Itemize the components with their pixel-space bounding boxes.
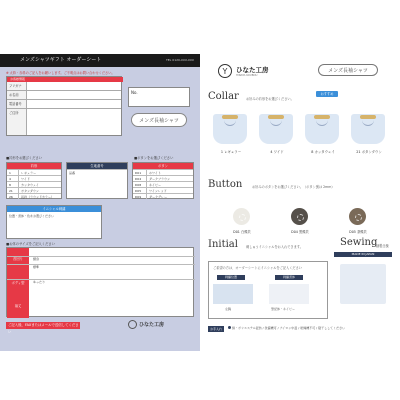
size-row[interactable]: 標準 <box>7 264 195 269</box>
care-label: お手入れ <box>209 327 222 331</box>
size-grid <box>6 247 194 317</box>
sewing-detail-box <box>334 252 392 320</box>
initial-position-tag: 刺繍位置 <box>217 275 245 280</box>
order-sheet-note: ※ 太枠・赤枠のご記入をお願いします。ご不明点はお問い合わせください。 <box>6 71 115 75</box>
collar-option-regular[interactable]: 1 レギュラー <box>209 114 253 162</box>
button-table <box>132 162 194 199</box>
initial-sample-box <box>208 261 328 319</box>
button-title: Button <box>208 179 243 190</box>
collar-button-down-icon <box>351 114 385 144</box>
button-option-brown-shell[interactable]: D05 茶蝶貝 <box>338 208 378 238</box>
care-text: 綿・ポリエステル混紡 / 洗濯機可 / アイロン中温 / 乾燥機不可 / 陰干ししてください <box>232 326 346 330</box>
collar-recommend-tag: おすすめ <box>316 91 338 97</box>
collar-table <box>6 162 62 199</box>
initial-font-caption: 筆記体・ネイビー <box>271 307 295 311</box>
size-row[interactable]: 細身 <box>7 256 195 261</box>
order-sheet-meta: TEL 0120-XXX-XXX <box>165 58 194 62</box>
collar-cutaway-icon <box>305 114 339 144</box>
collar-row[interactable]: 26 長衿（ラウンドカラー） <box>7 193 61 199</box>
collar-option-cutaway[interactable]: 8 カッタウェイ <box>301 114 345 162</box>
customer-name-row[interactable]: お名前 <box>7 91 121 100</box>
customer-phone-row[interactable]: 電話番号 <box>7 100 121 109</box>
collar-regular-icon <box>213 114 247 144</box>
collar-row[interactable]: 1 レギュラー <box>7 169 61 175</box>
sewing-made-in-tag: MADE IN JAPAN <box>334 252 392 257</box>
footer-brand: ひなた工房 <box>128 318 190 332</box>
button-row[interactable]: D05 ワインレッド <box>133 187 193 193</box>
initial-note: 刺しゅうイニシャルをお入れできます。 <box>246 245 303 249</box>
order-sheet-header <box>0 54 200 67</box>
initial-title: Initial <box>208 239 238 250</box>
initial-box-text: ご希望の方は、オーダーシートにイニシャルをご記入ください <box>213 266 302 270</box>
size-row[interactable]: ゆったり <box>7 279 195 284</box>
button-row[interactable]: D09 ダークグレー <box>133 193 193 199</box>
button-section-title: ■ボタンをお選びください <box>134 156 174 160</box>
sewing-note: 縫製仕様 <box>376 244 389 248</box>
initial-embroidery-note: 位置・書体・色をお選びください <box>9 214 55 218</box>
brand-sub: HINATA KOUBOU <box>236 74 258 77</box>
button-row[interactable]: D01 ホワイト <box>133 169 193 175</box>
button-row[interactable]: D08 ネイビー <box>133 181 193 187</box>
initial-font-sample <box>269 284 309 304</box>
size-header-body: ボディ型 <box>7 271 29 295</box>
collar-row[interactable]: 4 ワイド <box>7 175 61 181</box>
footer-instruction-bar: ご記入後、FAXまたはメールで送信してください <box>8 323 79 334</box>
collar-row[interactable]: 8 カッタウェイ <box>7 181 61 187</box>
size-header-sleeve: 袖丈 <box>7 295 29 318</box>
brown-shell-button-icon <box>349 208 366 225</box>
fabric-table <box>66 162 128 199</box>
brand-logo-icon <box>128 320 137 329</box>
collar-section-title: ■衿形をお選びください <box>6 156 43 160</box>
size-header-neck: 首回り <box>7 248 29 271</box>
button-note: お好みのボタンをお選びください。（ボタン裏は 2mm） <box>252 185 335 189</box>
collar-note: お好みの衿形をお選びください。 <box>246 97 294 101</box>
product-stamp: メンズ長袖シャツ <box>131 113 187 127</box>
fabric-table-header: 生地番号 <box>67 163 127 169</box>
care-bullet-icon <box>228 326 231 329</box>
white-shell-button-icon <box>233 208 250 225</box>
product-pill: メンズ長袖シャツ <box>318 64 378 76</box>
initial-embroidery-box[interactable] <box>6 205 102 239</box>
button-option-black-shell[interactable]: D04 黒蝶貝 <box>280 208 320 238</box>
order-number-box[interactable] <box>128 87 190 107</box>
brand-logo <box>218 62 278 86</box>
sewing-detail-image <box>340 264 386 304</box>
collar-option-button-down[interactable]: 21 ボタンダウン <box>347 114 391 162</box>
customer-form-label: お客様情報 <box>7 77 123 82</box>
brand-name: ひなた工房 <box>236 66 269 74</box>
collar-wide-icon <box>259 114 293 144</box>
order-sheet-title: メンズシャツギフト オーダーシート <box>20 57 102 63</box>
button-row[interactable]: D04 ダークブラウン <box>133 175 193 181</box>
collar-row[interactable]: 21 ボタンダウン <box>7 187 61 193</box>
initial-position-sample <box>213 284 253 304</box>
customer-furigana-row[interactable]: フリガナ <box>7 82 121 91</box>
order-sheet <box>0 54 200 351</box>
size-section-title: ■お体のサイズをご記入ください <box>6 242 56 246</box>
collar-table-header: 衿形 <box>7 163 61 169</box>
button-table-header: ボタン <box>133 163 193 169</box>
collar-title: Collar <box>208 91 239 102</box>
initial-font-tag: 刺繍書体 <box>275 275 303 280</box>
initial-position-caption: 左胸 <box>225 307 232 311</box>
button-option-white-shell[interactable]: D01 白蝶貝 <box>222 208 262 238</box>
brand-logo-icon: Y <box>218 64 232 78</box>
customer-info-form <box>6 76 122 136</box>
care-info <box>208 326 390 342</box>
collar-option-wide[interactable]: 4 ワイド <box>255 114 299 162</box>
initial-embroidery-header: イニシャル刺繍 <box>7 206 101 212</box>
fabric-code-row[interactable]: 品番 <box>67 169 127 175</box>
order-number-label: No. <box>131 90 138 95</box>
sewing-title: Sewing <box>340 237 378 248</box>
black-shell-button-icon <box>291 208 308 225</box>
customer-address-row[interactable]: ご住所 <box>7 109 121 135</box>
